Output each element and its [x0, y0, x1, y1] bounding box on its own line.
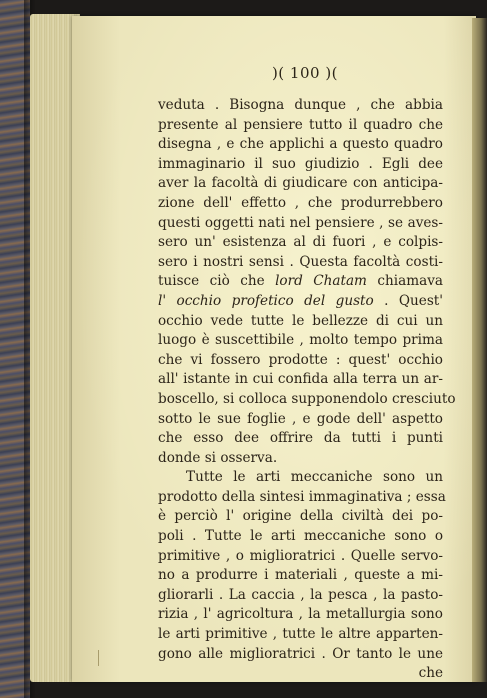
text-line: disegna , e che applichi a questo quadro — [158, 136, 443, 153]
paragraph-start: Tutte le arti meccaniche sono un — [186, 469, 443, 486]
text-span: chiamava — [366, 273, 443, 290]
text-line: luogo è suscettibile , molto tempo prima — [158, 332, 443, 349]
text-line: è perciò l' origine della civiltà dei po- — [158, 508, 443, 525]
text-line: le arti primitive , tutte le altre apparten- — [158, 626, 443, 643]
text-line: sero un' esistenza al di fuori , e colpis- — [158, 234, 443, 251]
margin-mark — [98, 650, 105, 666]
text-line: sero i nostri sensi . Questa facoltà costi- — [158, 253, 443, 270]
italic-name: lord Chatam — [275, 273, 367, 290]
page-header: )( 100 )( — [271, 64, 339, 82]
text-line: immaginario il suo giudizio . Egli dee — [158, 155, 443, 172]
text-line: questi oggetti nati nel pensiere , se aves- — [158, 214, 443, 231]
text-line: aver la facoltà di giudicare con anticipa- — [158, 175, 443, 192]
text-line: veduta . Bisogna dunque , che abbia — [158, 97, 443, 113]
text-line: sotto le sue foglie , e gode dell' aspetto — [158, 410, 443, 427]
text-line: presente al pensiere tutto il quadro che — [158, 116, 443, 133]
text-line-italic — [158, 272, 443, 292]
catchword: che — [418, 665, 443, 682]
page-right-edge — [472, 18, 487, 682]
text-line-italic — [158, 292, 443, 312]
text-span: tuisce ciò che — [158, 273, 276, 290]
text-line: gliorarli . La caccia , la pesca , la pasto- — [158, 586, 443, 603]
text-line: gono alle miglioratrici . Or tanto le une — [158, 645, 443, 662]
body-text — [158, 96, 456, 684]
text-line: rizia , l' agricoltura , la metallurgia sono — [158, 606, 443, 623]
text-line: primitive , o miglioratrici . Quelle servo- — [158, 547, 443, 564]
text-line: che esso dee offrire da tutti i punti — [158, 430, 443, 447]
text-span: . Quest' — [373, 292, 443, 309]
italic-phrase: l' occhio profetico del gusto — [158, 292, 374, 309]
text-line: zione dell' effetto , che produrrebbero — [158, 194, 443, 211]
text-line: poli . Tutte le arti meccaniche sono o — [158, 528, 443, 545]
text-line: occhio vede tutte le bellezze di cui un — [158, 312, 443, 329]
text-line: all' istante in cui confida alla terra un ar- — [158, 371, 443, 388]
text-line: boscello, si colloca supponendolo cresciuto — [158, 390, 456, 407]
text-line: no a produrre i materiali , queste a mi- — [158, 567, 443, 584]
text-line: prodotto della sintesi immaginativa ; essa — [158, 488, 446, 505]
text-line: che vi fossero prodotte : quest' occhio — [158, 351, 443, 368]
text-line: donde si osserva. — [158, 449, 278, 466]
